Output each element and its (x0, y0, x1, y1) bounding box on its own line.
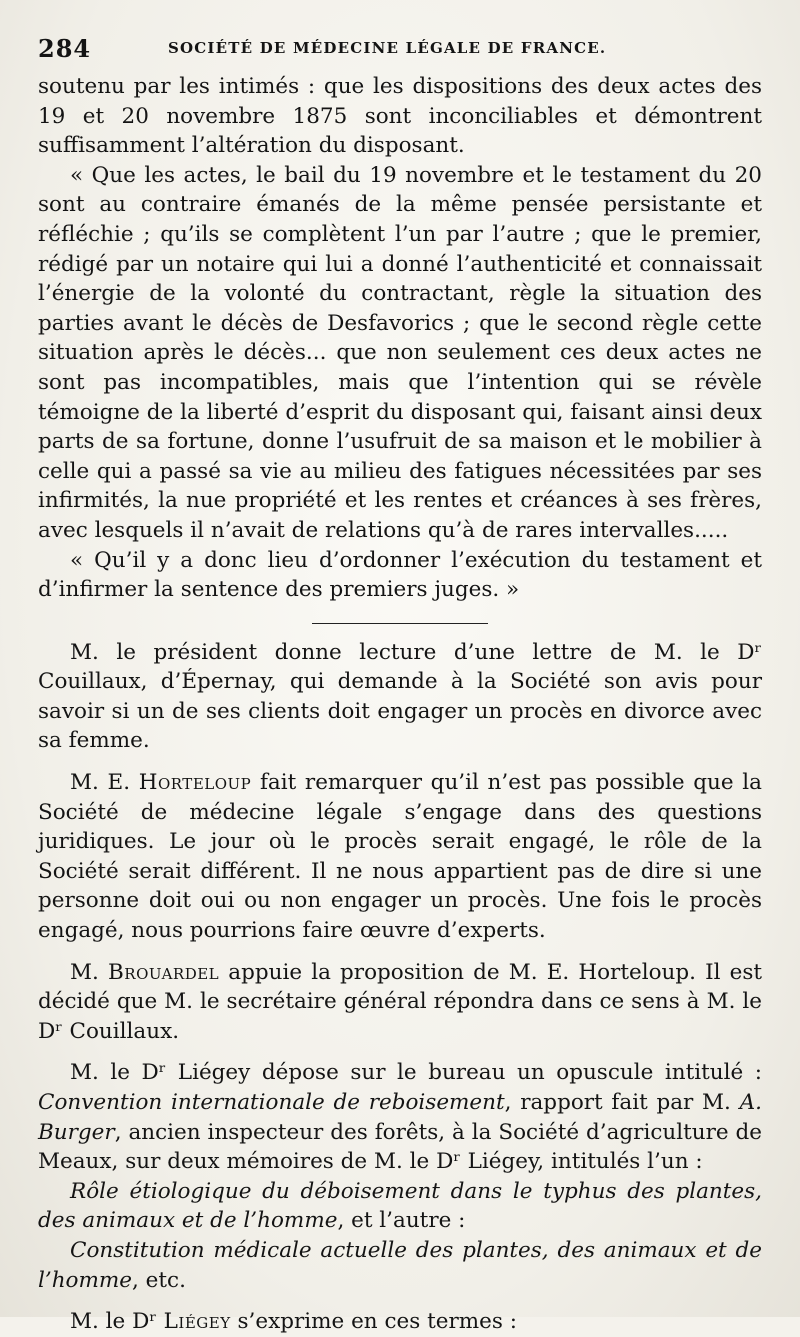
speaker-name: Horteloup (138, 770, 252, 796)
paragraph-text: , etc. (132, 1267, 186, 1293)
paragraph-continuation: soutenu par les intimés : que les dispositions des deux actes des 19 et 20 novembre 1875 sont inconciliables et démontrent suffisamment l’altération du disposant. (38, 74, 762, 159)
speaker-prefix: M. (70, 959, 108, 985)
paragraph-text: appuie la proposition de M. E. Horteloup. Il est décidé que M. le secrétaire général répondra dans ce sens à M. le Dʳ Couillaux. (38, 959, 762, 1044)
memoir-title: Constitution médicale actuelle des plantes, des animaux et de l’homme (38, 1237, 762, 1293)
page-number: 284 (38, 34, 92, 63)
page-header (38, 34, 762, 64)
memoir-title-2 (38, 1236, 762, 1295)
paragraph-text: , rapport fait par M. (504, 1090, 740, 1115)
running-title: SOCIÉTÉ DE MÉDECINE LÉGALE DE FRANCE. (168, 39, 607, 57)
speaker-prefix: M. le Dʳ (70, 1309, 164, 1335)
paragraph-liegey-deposit (38, 1058, 762, 1176)
section-divider (312, 623, 488, 624)
paragraph-quote-1: « Que les actes, le bail du 19 novembre et le testament du 20 sont au contraire émanés de la même pensée persistante et réfléchie ; qu’ils se complètent l’un par l’autre ; que le premier, rédigé par un notaire qui lui a donné l’authenticité et connaissait l’énergie de la volonté du contractant, règle la situation des parties avant le décès de Desfavorics ; que le second règle cette situation après le décès... que non seulement ces deux actes ne sont pas incompatibles, mais que l’intention qui se révèle témoigne de la liberté d’esprit du disposant qui, faisant ainsi deux parts de sa fortune, donne l’usufruit de sa maison et le mobilier à celle qui a passé sa vie au milieu des fatigues nécessitées par ses infirmités, la nue propriété et les rentes et créances à ses frères, avec lesquels il n’avait de relations qu’à de rares intervalles..... (38, 162, 762, 543)
paragraph-text: , ancien inspecteur des forêts, à la Société d’agriculture de Meaux, sur deux mémoires de M. le Dʳ Liégey, intitulés l’un : (38, 1119, 762, 1175)
paragraph-text: s’exprime en ces termes : (230, 1309, 517, 1335)
paragraph-quote-2: « Qu’il y a donc lieu d’ordonner l’exécution du testament et d’infirmer la sentence des premiers juges. » (38, 547, 762, 603)
paragraph-text: M. le Dʳ Liégey dépose sur le bureau un opuscule intitulé : (70, 1060, 762, 1086)
paragraph-text: fait remarquer qu’il n’est pas possible que la Société de médecine légale s’engage dans des questions juridiques. Le jour où le procès serait engagé, le rôle de la Société serait différent. Il ne nous appartient pas de dire si une personne doit oui ou non engager un procès. Une fois le procès engagé, nous pourrions faire œuvre d’experts. (38, 770, 762, 944)
paragraph-horteloup (38, 768, 762, 946)
author-name: A. Burger (38, 1090, 762, 1145)
paragraph-brouardel (38, 958, 762, 1047)
paragraph-liegey-speech (38, 1307, 762, 1337)
speaker-name: Brouardel (108, 959, 220, 985)
publication-title: Convention internationale de reboisement (38, 1090, 505, 1115)
speaker-prefix: M. E. (70, 770, 139, 796)
page-body (38, 72, 762, 1337)
paragraph-text: , et l’autre : (337, 1208, 466, 1234)
paragraph-president-letter: M. le président donne lecture d’une lettre de M. le Dʳ Couillaux, d’Épernay, qui demande à la Société son avis pour savoir si un de ses clients doit engager un procès en divorce avec sa femme. (38, 639, 762, 754)
memoir-title: Rôle étiologique du déboisement dans le typhus des plantes, des animaux et de l’homme (38, 1178, 762, 1234)
memoir-title-1 (38, 1177, 762, 1236)
speaker-name: Liégey (163, 1309, 231, 1335)
